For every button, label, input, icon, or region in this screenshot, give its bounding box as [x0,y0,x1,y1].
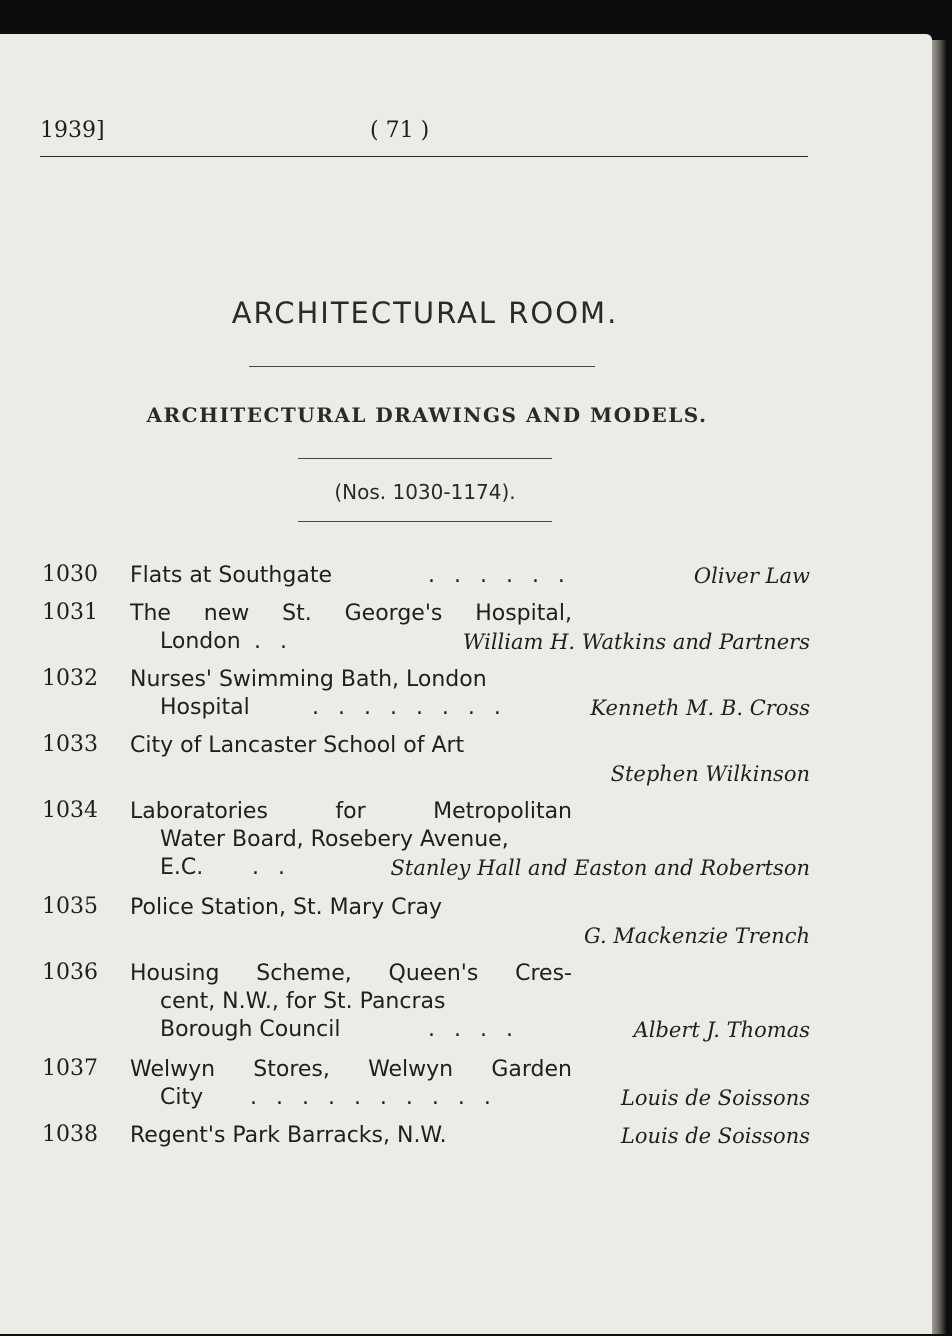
entry-title: Nurses' Swimming Bath, London [130,667,487,692]
entry-title-cont: cent, N.W., for St. Pancras [160,989,446,1014]
running-head [40,118,808,148]
architect-name: Stanley Hall and Easton and Robertson [390,856,810,880]
leader-dots: . . . . [428,1017,519,1042]
architect-name: Kenneth M. B. Cross [590,696,810,720]
entry-title: Housing Scheme, Queen's Cres- [130,961,572,986]
entry-title: Police Station, St. Mary Cray [130,895,442,920]
leader-dots: . . . . . . . . . . [250,1085,497,1110]
entry-line [0,922,932,950]
range-rule [298,521,552,522]
entry-line [0,1122,932,1150]
entry-line [0,854,932,882]
entry-line [0,666,932,694]
entry-line [0,1016,932,1044]
entry-1038 [0,1122,932,1160]
entry-line [0,694,932,722]
entry-line [0,826,932,854]
architect-name: Louis de Soissons [620,1086,810,1110]
entry-title: Flats at Southgate [130,563,332,588]
entry-line [0,798,932,826]
leader-dots: . . [254,629,293,654]
entry-line [0,988,932,1016]
architect-name: Oliver Law [693,564,810,588]
entry-number: 1031 [42,600,98,625]
entry-number: 1030 [42,562,98,587]
entry-number: 1033 [42,732,98,757]
entry-1034 [0,798,932,894]
architect-name: Stephen Wilkinson [610,762,810,786]
entry-1032 [0,666,932,732]
entry-title: Welwyn Stores, Welwyn Garden [130,1057,572,1082]
entry-line [0,1056,932,1084]
entry-title: The new St. George's Hospital, [130,601,572,626]
entry-line [0,628,932,656]
entry-number: 1032 [42,666,98,691]
architect-name: William H. Watkins and Partners [462,630,810,654]
header-rule [40,156,808,157]
entry-line [0,562,932,590]
entry-title-cont: Borough Council [160,1017,341,1042]
entry-title-cont: Hospital [160,695,250,720]
architect-name: G. Mackenzie Trench [583,924,810,948]
entry-number: 1036 [42,960,98,985]
entry-title-cont: Water Board, Rosebery Avenue, [160,827,509,852]
entry-1037 [0,1056,932,1122]
entry-number: 1035 [42,894,98,919]
numbers-range: (Nos. 1030-1174). [334,480,516,504]
entry-title: Laboratories for Metropolitan [130,799,572,824]
entry-line [0,600,932,628]
entry-title-cont: City [160,1085,204,1110]
architect-name: Louis de Soissons [620,1124,810,1148]
page-number: ( 71 ) [370,118,430,143]
title-rule [249,366,595,367]
entry-title-cont: London [160,629,241,654]
entry-title: City of Lancaster School of Art [130,733,465,758]
subtitle-rule [298,458,552,459]
entry-1031 [0,600,932,666]
entry-number: 1037 [42,1056,98,1081]
entry-1036 [0,960,932,1056]
entry-list [0,562,932,1160]
leader-dots: . . . . . . . . [312,695,507,720]
entry-1035 [0,894,932,960]
entry-line [0,1084,932,1112]
leader-dots: . . [252,855,291,880]
page-title: ARCHITECTURAL ROOM. [231,296,619,330]
entry-number: 1034 [42,798,98,823]
catalogue-page [0,34,932,1334]
running-head-year: 1939] [40,118,105,143]
entry-title: Regent's Park Barracks, N.W. [130,1123,447,1148]
entry-line [0,760,932,788]
section-subtitle: ARCHITECTURAL DRAWINGS AND MODELS. [146,403,708,427]
entry-line [0,894,932,922]
leader-dots: . . . . . . [428,563,571,588]
entry-1033 [0,732,932,798]
entry-line [0,960,932,988]
entry-1030 [0,562,932,600]
entry-title-cont: E.C. [160,855,204,880]
architect-name: Albert J. Thomas [633,1018,810,1042]
entry-line [0,732,932,760]
entry-number: 1038 [42,1122,98,1147]
